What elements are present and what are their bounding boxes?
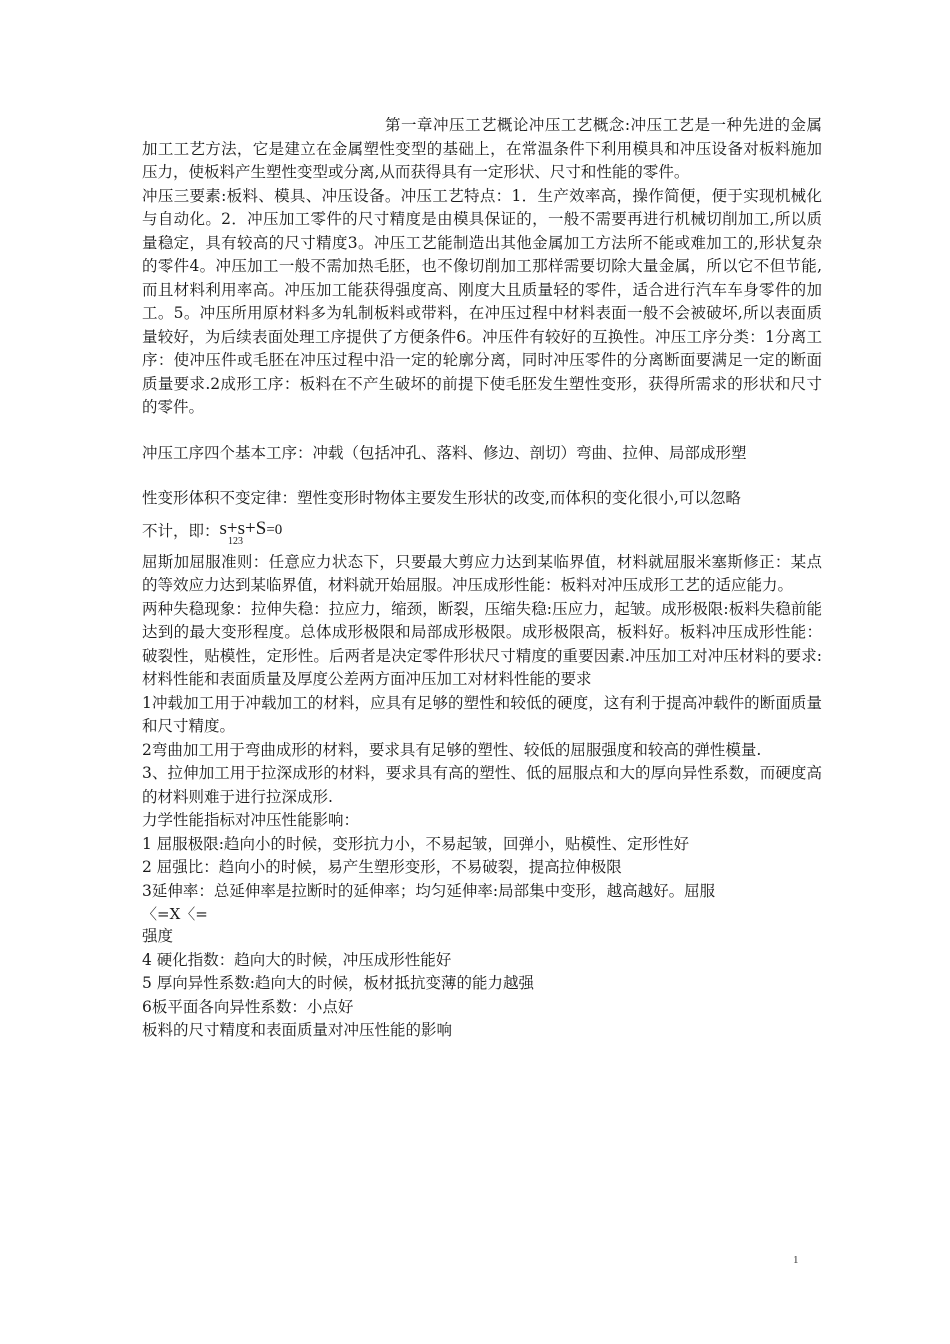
paragraph-drawing-material: 3、拉伸加工用于拉深成形的材料，要求具有高的塑性、低的屈服点和大的厚向异性系数，而硬度高的材料则难于进行拉深成形. [142,764,822,806]
list-item-strength: 强度 [142,927,174,945]
formula-line [142,511,822,551]
paragraph-dimension-accuracy: 板料的尺寸精度和表面质量对冲压性能的影响 [142,1021,453,1039]
paragraph-volume-law: 性变形体积不变定律：塑性变形时物体主要发生形状的改变,而体积的变化很小,可以忽略 [142,489,741,507]
list-item-elongation: 3延伸率：总延伸率是拉断时的延伸率；均匀延伸率:局部集中变形，越高越好。屈服 [142,881,716,900]
list-item-yield-limit: 1 屈服极限:趋向小的时候，变形抗力小，不易起皱，回弹小，贴模性、定形性好 [142,834,690,853]
document-body [142,114,822,1043]
paragraph-basic-processes: 冲压工序四个基本工序：冲载（包括冲孔、落料、修边、剖切）弯曲、拉伸、局部成形塑 [142,443,747,462]
list-item-planar-anisotropy: 6板平面各向异性系数：小点好 [142,997,354,1016]
list-item-yield-ratio: 2 屈强比：趋向小的时候，易产生塑形变形，不易破裂，提高拉伸极限 [142,858,622,876]
paragraph-chapter-intro: 第一章冲压工艺概论冲压工艺概念:冲压工艺是一种先进的金属加工工艺方法，它是建立在金属塑性变型的基础上，在常温条件下利用模具和冲压设备对板料施加压力，使板料产生塑性变型或分离,从而获得具有一定形状、尺寸和性能的零件。 [142,116,822,181]
paragraph-punching-material: 1冲载加工用于冲载加工的材料，应具有足够的塑性和较低的硬度，这有利于提高冲载件的断面质量和尺寸精度。 [142,693,822,735]
paragraph-instability: 两种失稳现象：拉伸失稳：拉应力，缩颈，断裂，压缩失稳:压应力，起皱。成形极限:板料失稳前能达到的最大变形程度。总体成形极限和局部成形极限。成形极限高，板料好。板料冲压成形性能：破裂性，贴模性，定形性。后两者是决定零件形状尺寸精度的重要因素.冲压加工对冲压材料的要求:材料性能和表面质量及厚度公差两方面冲压加工对材料性能的要求 [142,599,822,688]
paragraph-mechanical-properties-heading: 力学性能指标对冲压性能影响： [142,811,360,829]
formula-prefix: 不计，即： [142,521,220,540]
spacer [142,420,822,442]
formula-equals: =0 [266,521,283,538]
paragraph-stamping-features: 冲压三要素:板料、模具、冲压设备。冲压工艺特点：1．生产效率高，操作简便，便于实现机械化与自动化。2．冲压加工零件的尺寸精度是由模具保证的，一般不需要再进行机械切削加工,所以质量稳定，具有较高的尺寸精度3。冲压工艺能制造出其他金属加工方法所不能或难加工的,形状复杂的零件4。冲压加工一般不需加热毛胚，也不像切削加工那样需要切除大量金属，所以它不但节能,而且材料利用率高。冲压加工能获得强度高、刚度大且质量轻的零件，适合进行汽车车身零件的加工。5。冲压所用原材料多为轧制板料或带料，在冲压过程中材料表面一般不会被破坏,所以表面质量较好，为后续表面处理工序提供了方便条件6。冲压件有较好的互换性。冲压工序分类：1分离工序：使冲压件或毛胚在冲压过程中沿一定的轮廓分离，同时冲压零件的分离断面要满足一定的断面质量要求.2成形工序：板料在不产生破坏的前提下使毛胚发生塑性变形，获得所需求的形状和尺寸的零件。 [142,186,822,416]
formula-terms: s+s+S [219,517,267,539]
paragraph-bending-material: 2弯曲加工用于弯曲成形的材料，要求具有足够的塑性、较低的屈服强度和较高的弹性模量. [142,740,762,759]
list-item-anisotropy: 5 厚向异性系数:趋向大的时候，板材抵抗变薄的能力越强 [142,974,535,992]
formula-subscripts: 123 [228,535,243,547]
list-item-hardening-index: 4 硬化指数：趋向大的时候，冲压成形性能好 [142,950,452,969]
inequality-line: 〈=X〈= [142,905,208,923]
paragraph-yield-criteria: 屈斯加屈服准则：任意应力状态下，只要最大剪应力达到某临界值，材料就屈服米塞斯修正：某点的等效应力达到某临界值，材料就开始屈服。冲压成形性能：板料对冲压成形工艺的适应能力。 [142,552,822,594]
spacer [142,465,822,487]
page-number: 1 [793,1254,799,1266]
